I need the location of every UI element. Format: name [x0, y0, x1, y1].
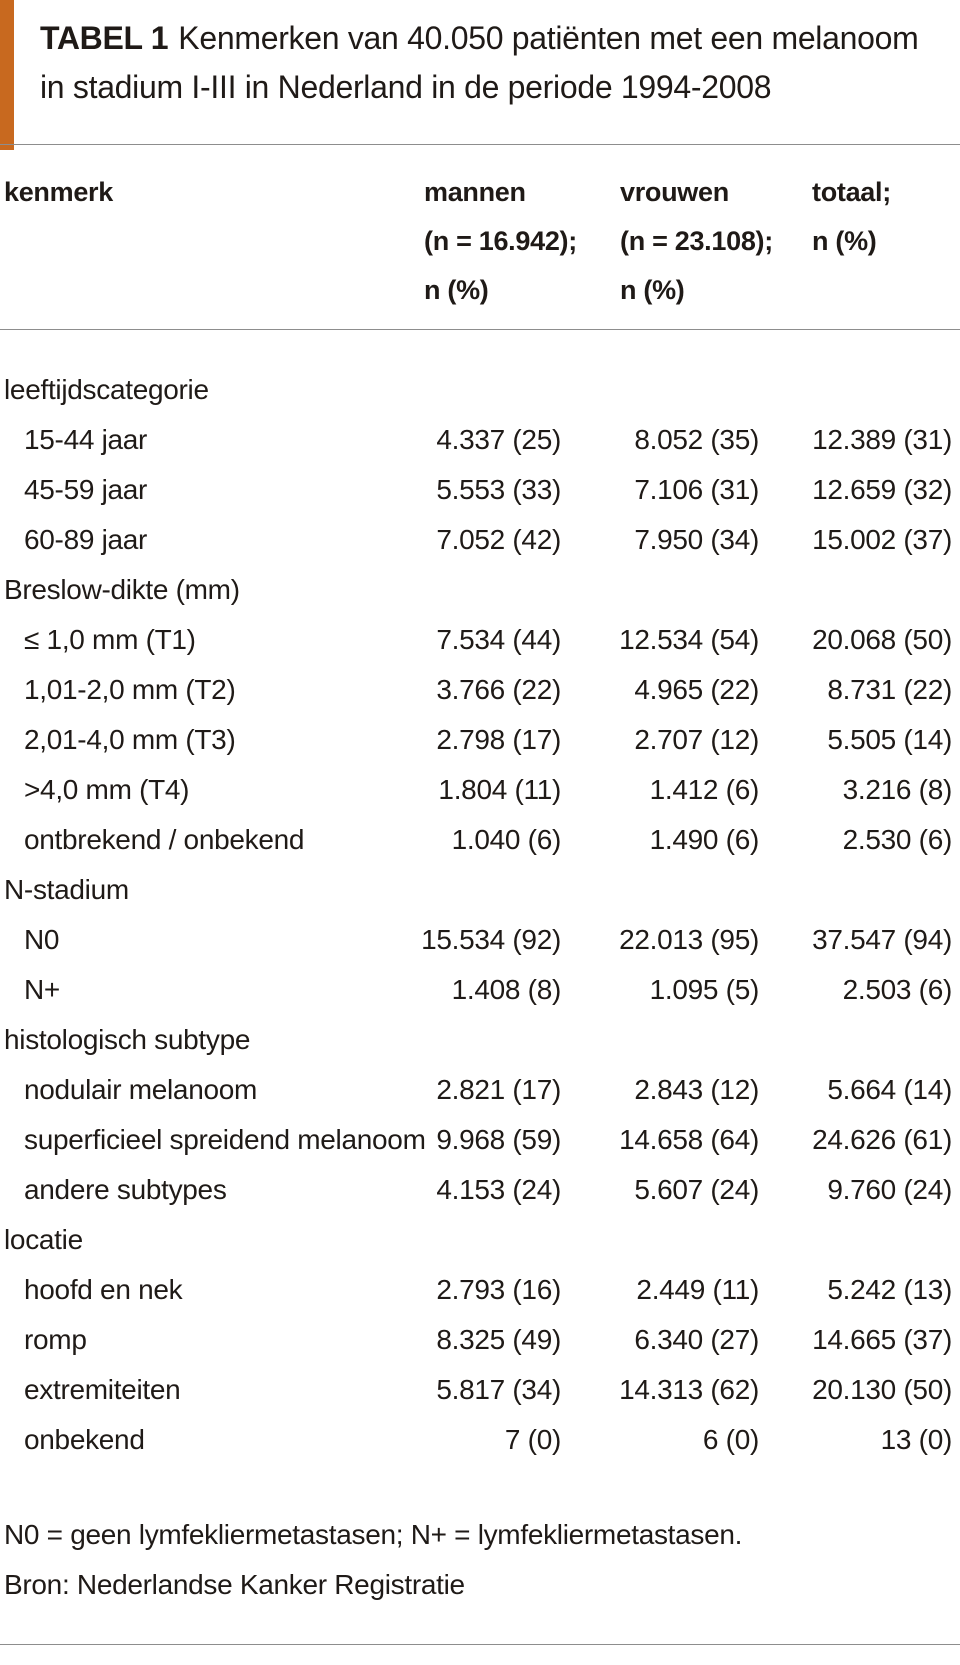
table-row	[0, 1065, 960, 1115]
header-mannen-line: mannen	[424, 177, 526, 207]
cell-totaal: 9.760 (24)	[827, 1174, 952, 1205]
cell-vrouwen: 14.658 (64)	[619, 1124, 759, 1155]
cell-mannen: 1.804 (11)	[438, 774, 561, 805]
cell-totaal: 20.068 (50)	[812, 624, 952, 655]
row-label: >4,0 mm (T4)	[24, 774, 190, 805]
table-row	[0, 815, 960, 865]
cell-mannen: 3.766 (22)	[436, 674, 561, 705]
footnote: Bron: Nederlandse Kanker Registratie	[4, 1569, 465, 1600]
cell-mannen: 1.040 (6)	[451, 824, 561, 855]
row-label: 2,01-4,0 mm (T3)	[24, 724, 236, 755]
header-vrouwen-line: n (%)	[620, 275, 685, 305]
row-label: nodulair melanoom	[24, 1074, 258, 1105]
cell-vrouwen: 1.095 (5)	[649, 974, 759, 1005]
row-label: ontbrekend / onbekend	[24, 824, 305, 855]
row-label: 15-44 jaar	[24, 424, 148, 455]
row-label: extremiteiten	[24, 1374, 181, 1405]
footnotes	[4, 1510, 944, 1610]
cell-totaal: 8.731 (22)	[827, 674, 952, 705]
cell-totaal: 12.389 (31)	[812, 424, 952, 455]
cell-vrouwen: 2.843 (12)	[634, 1074, 759, 1105]
row-label: onbekend	[24, 1424, 145, 1455]
cell-totaal: 2.530 (6)	[842, 824, 952, 855]
table-caption: Kenmerken van 40.050 patiënten met een melanoom in stadium I-III in Nederland in de periode 1994-2008	[40, 20, 919, 105]
cell-totaal: 20.130 (50)	[812, 1374, 952, 1405]
cell-vrouwen: 1.412 (6)	[649, 774, 759, 805]
header-totaal	[812, 168, 891, 266]
cell-totaal: 5.242 (13)	[827, 1274, 952, 1305]
header-rule	[0, 329, 960, 330]
category-label: Breslow-dikte (mm)	[4, 574, 240, 605]
table-row	[0, 1415, 960, 1465]
category-label: leeftijdscategorie	[4, 374, 209, 405]
row-label: superficieel spreidend melanoom	[24, 1124, 426, 1155]
header-vrouwen-line: (n = 23.108);	[620, 226, 773, 256]
table-row	[0, 1265, 960, 1315]
cell-vrouwen: 2.449 (11)	[636, 1274, 759, 1305]
table-row	[0, 465, 960, 515]
table-row	[0, 415, 960, 465]
cell-vrouwen: 7.106 (31)	[634, 474, 759, 505]
table-row	[0, 715, 960, 765]
cell-mannen: 8.325 (49)	[436, 1324, 561, 1355]
cell-mannen: 2.793 (16)	[436, 1274, 561, 1305]
cell-totaal: 2.503 (6)	[842, 974, 952, 1005]
category-label: histologisch subtype	[4, 1024, 251, 1055]
cell-vrouwen: 12.534 (54)	[619, 624, 759, 655]
cell-totaal: 12.659 (32)	[812, 474, 952, 505]
row-label: hoofd en nek	[24, 1274, 183, 1305]
header-mannen	[424, 168, 577, 315]
cell-totaal: 24.626 (61)	[812, 1124, 952, 1155]
category-row	[0, 565, 960, 615]
cell-totaal: 37.547 (94)	[812, 924, 952, 955]
cell-vrouwen: 14.313 (62)	[619, 1374, 759, 1405]
accent-bar	[0, 0, 14, 150]
footnote: N0 = geen lymfekliermetastasen; N+ = lymfekliermetastasen.	[4, 1519, 743, 1550]
table-row	[0, 915, 960, 965]
category-label: locatie	[4, 1224, 83, 1255]
cell-mannen: 7.052 (42)	[436, 524, 561, 555]
category-label: N-stadium	[4, 874, 129, 905]
cell-mannen: 9.968 (59)	[436, 1124, 561, 1155]
table-body	[0, 365, 960, 1465]
row-label: 45-59 jaar	[24, 474, 148, 505]
header-kenmerk	[4, 168, 113, 217]
category-row	[0, 365, 960, 415]
table-row	[0, 515, 960, 565]
category-row	[0, 1015, 960, 1065]
category-row	[0, 1215, 960, 1265]
cell-totaal: 5.664 (14)	[827, 1074, 952, 1105]
row-label: 60-89 jaar	[24, 524, 148, 555]
row-label: N+	[24, 974, 60, 1005]
header-mannen-line: n (%)	[424, 275, 489, 305]
table-row	[0, 615, 960, 665]
cell-vrouwen: 2.707 (12)	[634, 724, 759, 755]
cell-mannen: 7.534 (44)	[436, 624, 561, 655]
cell-totaal: 14.665 (37)	[812, 1324, 952, 1355]
table-row	[0, 1115, 960, 1165]
cell-vrouwen: 8.052 (35)	[634, 424, 759, 455]
header-kenmerk-label: kenmerk	[4, 177, 113, 207]
table-title-block	[0, 0, 960, 150]
table-title	[40, 14, 940, 112]
table-label: TABEL 1	[40, 20, 169, 56]
top-rule	[0, 144, 960, 145]
cell-totaal: 13 (0)	[880, 1424, 952, 1455]
cell-mannen: 5.817 (34)	[436, 1374, 561, 1405]
table-row	[0, 1165, 960, 1215]
cell-totaal: 3.216 (8)	[842, 774, 952, 805]
cell-mannen: 15.534 (92)	[421, 924, 561, 955]
row-label: 1,01-2,0 mm (T2)	[24, 674, 236, 705]
row-label: andere subtypes	[24, 1174, 227, 1205]
cell-totaal: 15.002 (37)	[812, 524, 952, 555]
cell-mannen: 2.798 (17)	[436, 724, 561, 755]
cell-mannen: 1.408 (8)	[451, 974, 561, 1005]
cell-vrouwen: 7.950 (34)	[634, 524, 759, 555]
table-row	[0, 1315, 960, 1365]
header-totaal-line: totaal;	[812, 177, 891, 207]
header-vrouwen	[620, 168, 773, 315]
row-label: N0	[24, 924, 60, 955]
row-label: ≤ 1,0 mm (T1)	[24, 624, 196, 655]
cell-vrouwen: 1.490 (6)	[649, 824, 759, 855]
table-row	[0, 665, 960, 715]
table-row	[0, 1365, 960, 1415]
cell-mannen: 5.553 (33)	[436, 474, 561, 505]
cell-mannen: 4.153 (24)	[436, 1174, 561, 1205]
row-label: romp	[24, 1324, 87, 1355]
bottom-rule	[0, 1644, 960, 1645]
cell-mannen: 2.821 (17)	[436, 1074, 561, 1105]
header-vrouwen-line: vrouwen	[620, 177, 729, 207]
header-totaal-line: n (%)	[812, 226, 877, 256]
category-row	[0, 865, 960, 915]
table-row	[0, 965, 960, 1015]
cell-vrouwen: 6 (0)	[702, 1424, 759, 1455]
cell-vrouwen: 22.013 (95)	[619, 924, 759, 955]
cell-totaal: 5.505 (14)	[827, 724, 952, 755]
cell-mannen: 4.337 (25)	[436, 424, 561, 455]
cell-vrouwen: 6.340 (27)	[634, 1324, 759, 1355]
cell-vrouwen: 5.607 (24)	[634, 1174, 759, 1205]
header-mannen-line: (n = 16.942);	[424, 226, 577, 256]
cell-vrouwen: 4.965 (22)	[634, 674, 759, 705]
cell-mannen: 7 (0)	[504, 1424, 561, 1455]
table-row	[0, 765, 960, 815]
